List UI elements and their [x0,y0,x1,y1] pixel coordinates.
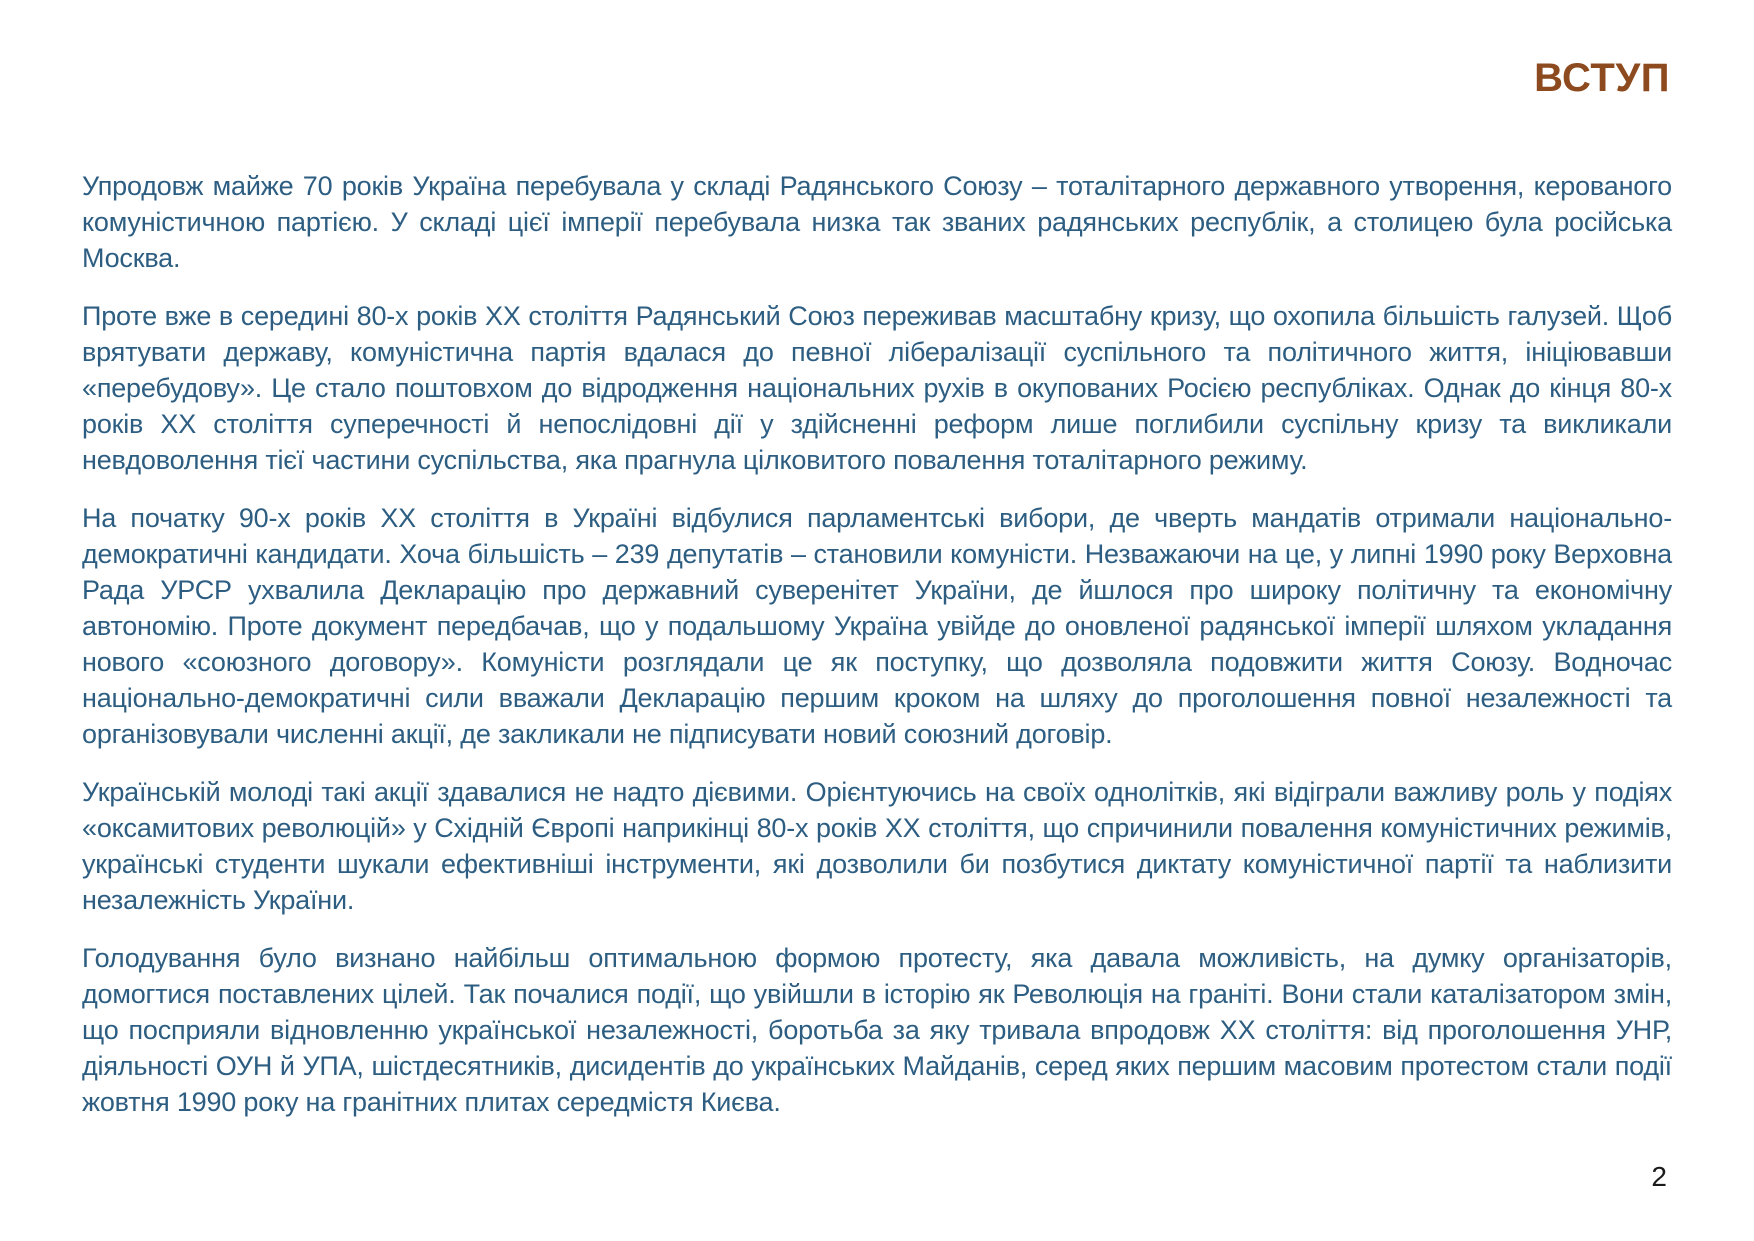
page-title: ВСТУП [1534,56,1670,100]
body-paragraph: Проте вже в середині 80-х років ХХ століття Радянський Союз переживав масштабну кризу, що охопила більшість галузей. Щоб врятувати державу, комуністична партія вдалася до певної лібералізації суспільного та політичного життя, ініціювавши «перебудову». Це стало поштовхом до відродження національних рухів в окупованих Росією республіках. Однак до кінця 80-х років ХХ століття суперечності й непослідовні дії у здійсненні реформ лише поглибили суспільну кризу та викликали невдоволення тієї частини суспільства, яка прагнула цілковитого повалення тоталітарного режиму. [82,301,1672,475]
body-text-block [82,168,1672,1120]
body-paragraph: Українській молоді такі акції здавалися не надто дієвими. Орієнтуючись на своїх однолітків, які відіграли важливу роль у подіях «оксамитових революцій» у Східній Європі наприкінці 80-х років ХХ століття, що спричинили повалення комуністичних режимів, українські студенти шукали ефективніші інструменти, які дозволили би позбутися диктату комуністичної партії та наблизити незалежність України. [82,777,1672,915]
page-number: 2 [1651,1161,1667,1192]
body-paragraph: Голодування було визнано найбільш оптимальною формою протесту, яка давала можливість, на думку організаторів, домогтися поставлених цілей. Так почалися події, що увійшли в історію як Революція на граніті. Вони стали каталізатором змін, що посприяли відновленню української незалежності, боротьба за яку тривала впродовж ХХ століття: від проголошення УНР, діяльності ОУН й УПА, шістдесятників, дисидентів до українських Майданів, серед яких першим масовим протестом стали події жовтня 1990 року на гранітних плитах середмістя Києва. [82,943,1672,1117]
body-paragraph: Упродовж майже 70 років Україна перебувала у складі Радянського Союзу – тоталітарного державного утворення, керованого комуністичною партією. У складі цієї імперії перебувала низка так званих радянських республік, а столицею була російська Москва. [82,171,1672,273]
body-paragraph: На початку 90-х років ХХ століття в Україні відбулися парламентські вибори, де чверть мандатів отримали національно-демократичні кандидати. Хоча більшість – 239 депутатів – становили комуністи. Незважаючи на це, у липні 1990 року Верховна Рада УРСР ухвалила Декларацію про державний суверенітет України, де йшлося про широку політичну та економічну автономію. Проте документ передбачав, що у подальшому Україна увійде до оновленої радянської імперії шляхом укладання нового «союзного договору». Комуністи розглядали це як поступку, що дозволяла подовжити життя Союзу. Водночас національно-демократичні сили вважали Декларацію першим кроком на шляху до проголошення повної незалежності та організовували численні акції, де закликали не підписувати новий союзний договір. [82,503,1672,749]
